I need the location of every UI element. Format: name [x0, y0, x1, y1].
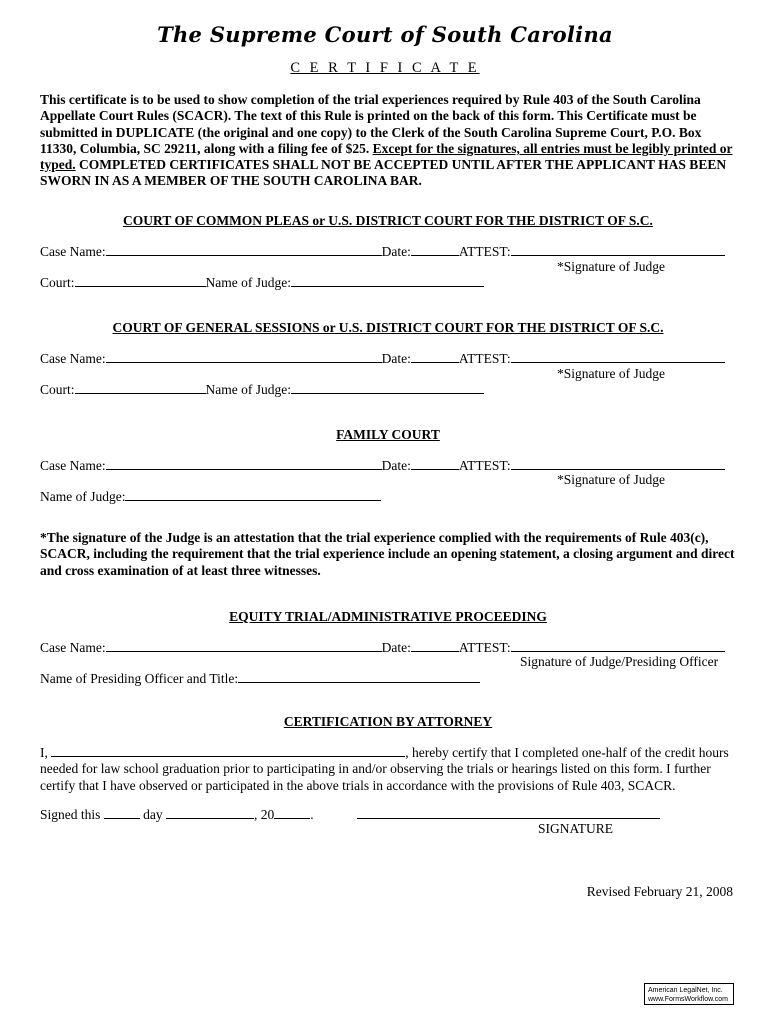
name-of-judge-field[interactable] [291, 274, 484, 287]
intro-text-1: This certificate is to be used to show completion of the trial experiences required by Rule 403 of the South Carolina Appellate Court Rules (SCACR). The text of this Rule is printed on the back of this form. This Certificate must be submitted in DUPLICATE (the original and one copy) to the Clerk of the South Carolina Supreme Court, P.O. Box 11330, Columbia, SC 29211, along with a filing fee of $25. [40, 92, 702, 156]
stamp-line-2: www.FormsWorkflow.com [648, 996, 728, 1003]
signature-of-judge-caption: *Signature of Judge [557, 472, 665, 487]
case-name-label: Case Name: [40, 351, 106, 366]
date-field[interactable] [411, 457, 459, 470]
attorney-name-field[interactable] [51, 744, 405, 757]
equity-row-2 [40, 670, 480, 687]
case-name-label: Case Name: [40, 458, 106, 473]
case-name-field[interactable] [106, 639, 382, 652]
common-pleas-row-2 [40, 274, 484, 291]
date-field[interactable] [411, 639, 459, 652]
name-of-judge-field[interactable] [125, 488, 381, 501]
judge-attestation-note: *The signature of the Judge is an attestation that the trial experience complied with the requirements of Rule 403(c), SCACR, including the requirement that the trial experience include an opening statement, a closing argument and direct and cross examination of at least three witnesses. [40, 530, 735, 578]
intro-underlined: Except for the signatures, all entries must be legibly printed or typed. [40, 140, 733, 173]
signed-day-field[interactable] [104, 806, 140, 819]
year-prefix: , 20 [254, 807, 275, 822]
case-name-field[interactable] [106, 457, 382, 470]
section-general-sessions-heading: COURT OF GENERAL SESSIONS or U.S. DISTRICT COURT FOR THE DISTRICT OF S.C. [112, 320, 664, 335]
case-name-field[interactable] [106, 350, 382, 363]
year-suffix: . [310, 807, 314, 822]
presiding-officer-field[interactable] [238, 670, 480, 683]
cert-text: , hereby certify that I completed one-half of the credit hours needed for law school graduation prior to participating in and/or observing the trials or hearings listed on this form. I further certify that I have observed or participated in the above trials in accordance with the provisions of Rule 403, SCACR. [40, 745, 729, 793]
publisher-stamp [644, 983, 734, 1005]
court-field[interactable] [75, 381, 206, 394]
attest-label: ATTEST: [458, 244, 511, 259]
name-of-judge-field[interactable] [291, 381, 484, 394]
signed-row [40, 806, 314, 823]
attest-label: ATTEST: [458, 458, 511, 473]
date-field[interactable] [411, 243, 459, 256]
presiding-officer-label: Name of Presiding Officer and Title: [40, 671, 239, 686]
signature-of-judge-caption: *Signature of Judge [557, 259, 665, 274]
name-of-judge-label: Name of Judge: [205, 275, 291, 290]
attorney-signature-field[interactable] [357, 818, 660, 819]
section-certification-heading: CERTIFICATION BY ATTORNEY [283, 714, 493, 729]
signed-this-label: Signed this [40, 807, 101, 822]
presiding-signature-field[interactable] [511, 639, 725, 652]
case-name-label: Case Name: [40, 640, 106, 655]
signed-month-field[interactable] [166, 806, 254, 819]
judge-signature-field[interactable] [511, 350, 725, 363]
signed-year-field[interactable] [274, 806, 310, 819]
case-name-label: Case Name: [40, 244, 106, 259]
court-field[interactable] [75, 274, 206, 287]
section-equity-heading: EQUITY TRIAL/ADMINISTRATIVE PROCEEDING [229, 609, 547, 624]
intro-text-2: COMPLETED CERTIFICATES SHALL NOT BE ACCEPTED UNTIL AFTER THE APPLICANT HAS BEEN SWORN IN AS A MEMBER OF THE SOUTH CAROLINA BAR. [40, 157, 727, 189]
name-of-judge-label: Name of Judge: [40, 489, 126, 504]
intro-paragraph [40, 92, 740, 190]
court-label: Court: [40, 275, 75, 290]
date-label: Date: [381, 351, 411, 366]
attest-label: ATTEST: [458, 640, 511, 655]
general-sessions-row-1 [40, 350, 725, 367]
signature-caption: SIGNATURE [538, 821, 614, 836]
signature-presiding-caption: Signature of Judge/Presiding Officer [520, 654, 719, 669]
date-field[interactable] [411, 350, 459, 363]
certificate-heading: C E R T I F I C A T E [290, 60, 480, 76]
day-label: day [143, 807, 163, 822]
common-pleas-row-1 [40, 243, 725, 260]
signature-of-judge-caption: *Signature of Judge [557, 366, 665, 381]
certification-paragraph [40, 744, 742, 794]
case-name-field[interactable] [106, 243, 382, 256]
date-label: Date: [381, 458, 411, 473]
date-label: Date: [381, 640, 411, 655]
family-court-row-2 [40, 488, 381, 505]
court-title: The Supreme Court of South Carolina [157, 22, 613, 47]
attest-label: ATTEST: [458, 351, 511, 366]
judge-signature-field[interactable] [511, 457, 725, 470]
cert-prefix: I, [40, 745, 52, 760]
revised-date: Revised February 21, 2008 [586, 884, 733, 899]
date-label: Date: [381, 244, 411, 259]
court-label: Court: [40, 382, 75, 397]
section-family-court-heading: FAMILY COURT [336, 427, 440, 442]
general-sessions-row-2 [40, 381, 484, 398]
name-of-judge-label: Name of Judge: [205, 382, 291, 397]
stamp-line-1: American LegalNet, Inc. [648, 987, 723, 994]
section-common-pleas-heading: COURT OF COMMON PLEAS or U.S. DISTRICT COURT FOR THE DISTRICT OF S.C. [123, 213, 653, 228]
judge-signature-field[interactable] [511, 243, 725, 256]
